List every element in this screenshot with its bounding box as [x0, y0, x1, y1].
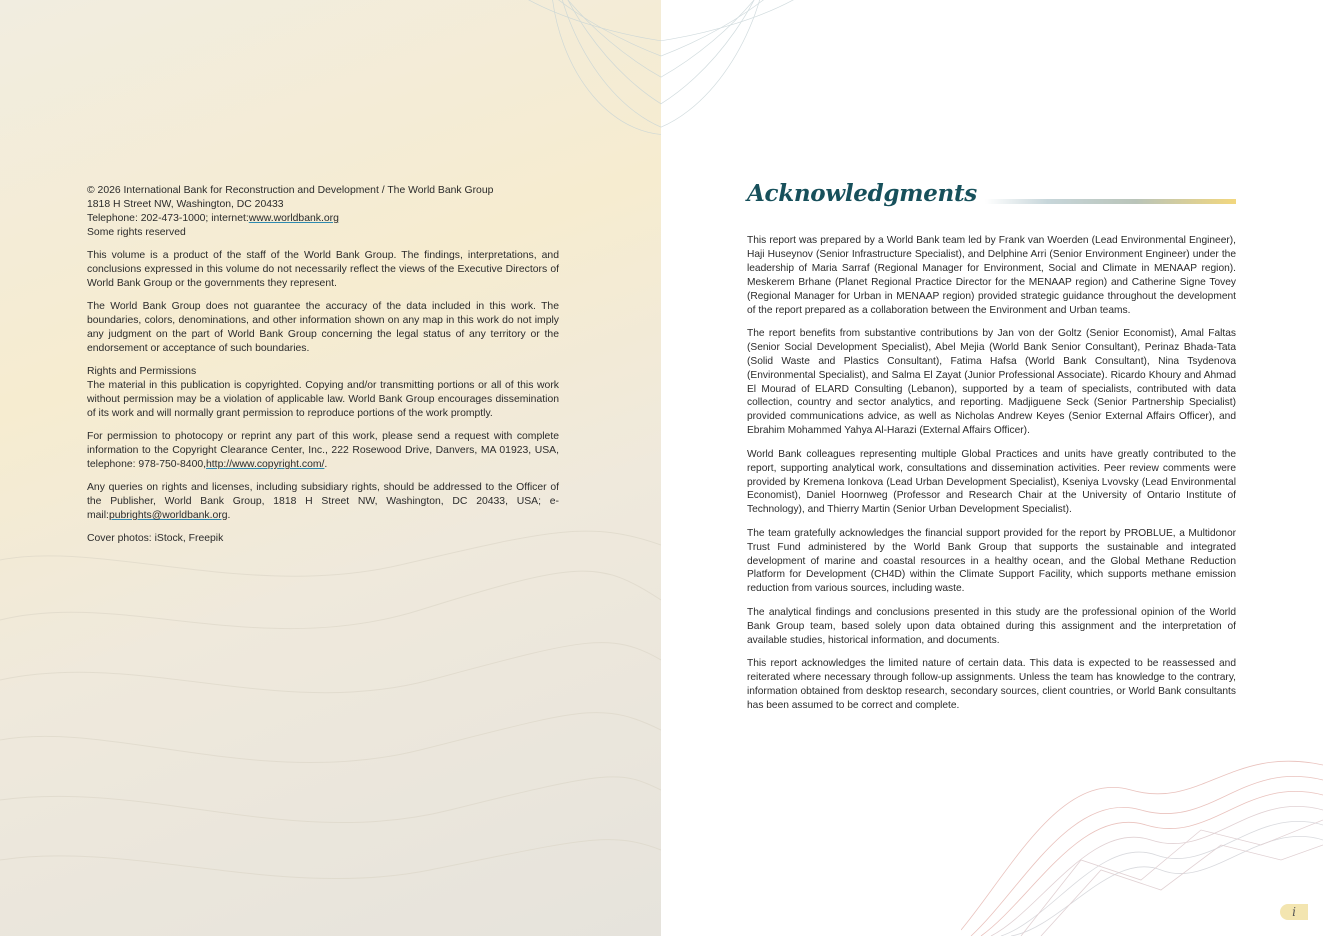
pubrights-email-link[interactable]: pubrights@worldbank.org — [108, 510, 228, 521]
copyright-block — [87, 184, 559, 555]
page-number: i — [1280, 904, 1308, 920]
copyright-line: © 2026 International Bank for Reconstruction and Development / The World Bank Group — [87, 185, 494, 196]
copyright-paragraph: The material in this publication is copyrighted. Copying and/or transmitting portions or all of this work without permission may be a violation of applicable law. World Bank Group encourages dissemination of its work and will normally grant permission to reproduce portions of the work promptly. — [87, 380, 559, 419]
ack-paragraph-5: The analytical findings and conclusions presented in this study are the professional opinion of the World Bank Group team, based solely upon data obtained during this assignment and the interpretation of available studies, historical information, and documents. — [747, 606, 1236, 646]
worldbank-link[interactable]: www.worldbank.org — [248, 213, 339, 224]
copyright-center-link[interactable]: http://www.copyright.com/ — [206, 459, 325, 470]
spirograph-decoration-top-left — [470, 0, 661, 150]
ack-paragraph-1: This report was prepared by a World Bank team led by Frank van Woerden (Lead Environmental Engineer), Haji Huseynov (Senior Infrastructure Specialist), and Delphine Arri (Senior Environment Engineer) under the leadership of Maria Sarraf (Regional Manager for Environment, Social and Climate in MENAAP region). Meskerem Brhane (Planet Regional Practice Director for the MENAAP region) and Catherine Signe Tovey (Regional Manager for Urban in MENAAP region) provided strategic guidance throughout the development of the report prepared as a collaboration between the Environment and Urban teams. — [747, 235, 1236, 316]
telephone-line: Telephone: 202-473-1000; internet:www.worldbank.org — [87, 213, 339, 224]
rights-reserved: Some rights reserved — [87, 227, 186, 238]
address-line: 1818 H Street NW, Washington, DC 20433 — [87, 199, 284, 210]
queries-paragraph: Any queries on rights and licenses, including subsidiary rights, should be addressed to the Officer of the Publisher, World Bank Group, 1818 H Street NW, Washington, DC 20433, USA; e-mail:pubrights@worldbank.org. — [87, 482, 559, 521]
rights-heading: Rights and Permissions — [87, 366, 197, 377]
ack-paragraph-6: This report acknowledges the limited nature of certain data. This data is expected to be reassessed and reiterated where necessary through follow-up assignments. Unless the team has knowledge to the contrary, information obtained from desktop research, secondary sources, client countries, or World Bank consultants has been assumed to be correct and complete. — [747, 657, 1236, 711]
acknowledgments-body — [747, 234, 1236, 722]
right-page — [661, 0, 1323, 936]
ack-paragraph-3: World Bank colleagues representing multiple Global Practices and units have greatly contributed to the report, supporting analytical work, consultations and dissemination activities. Peer review comments were provided by Kremena Ionkova (Lead Urban Development Specialist), Kseniya Lvovsky (Lead Environmental Economist), Daniel Hoornweg (Professor and Research Chair at the University of Ontario Institute of Technology), and Thierry Martin (Senior Urban Development Specialist). — [747, 448, 1236, 516]
photocopy-paragraph: For permission to photocopy or reprint any part of this work, please send a request with complete information to the Copyright Clearance Center, Inc., 222 Rosewood Drive, Danvers, MA 01923, USA, telephone: 978-750-8400,http://www.copyright.com/. — [87, 431, 559, 470]
ack-paragraph-2: The report benefits from substantive contributions by Jan von der Goltz (Senior Economist), Amal Faltas (Senior Social Development Specialist), Abel Mejia (World Bank Senior Consultant), Perinaz Bhada-Tata (Solid Waste and Plastics Consultant), Fatima Hafsa (World Bank Consultant), Nina Tsydenova (Environmental Specialist), and Salma El Zayat (Junior Professional Associate). Ricardo Khoury and Ahmad El Mourad of ELARD Consulting (Lebanon), supported by a team of specialists, contributed with data collection, country and sector analytics, and reporting. Madjiguene Seck (Senior Partnership Specialist) provided communications advice, as well as Nicholas Andrew Keyes (Senior External Affairs Officer), and Ebrahim Mohammed Yahya Al-Harazi (External Affairs Officer). — [747, 327, 1236, 437]
guarantee-paragraph: The World Bank Group does not guarantee the accuracy of the data included in this work. The boundaries, colors, denominations, and other information shown on any map in this work do not imply any judgment on the part of World Bank Group concerning the legal status of any territory or the endorsement or acceptance of such boundaries. — [87, 301, 559, 354]
spirograph-decoration-top-right — [661, 0, 851, 150]
heading-divider — [985, 199, 1236, 204]
page-title: Acknowledgments — [747, 180, 977, 207]
wave-mesh-decoration — [961, 750, 1323, 936]
staff-paragraph: This volume is a product of the staff of the World Bank Group. The findings, interpretations, and conclusions expressed in this volume do not necessarily reflect the views of the Executive Directors of World Bank Group or the governments they represent. — [87, 250, 559, 289]
cover-photos-credit: Cover photos: iStock, Freepik — [87, 533, 224, 544]
ack-paragraph-4: The team gratefully acknowledges the financial support provided for the report by PROBLUE, a Multidonor Trust Fund administered by the World Bank Group that supports the sustainable and integrated development of marine and coastal resources in a healthy ocean, and the Global Methane Reduction Platform for Development (CH4D) within the Climate Support Facility, which supports methane emission reduction from various sources, including waste. — [747, 527, 1236, 595]
left-page — [0, 0, 661, 936]
